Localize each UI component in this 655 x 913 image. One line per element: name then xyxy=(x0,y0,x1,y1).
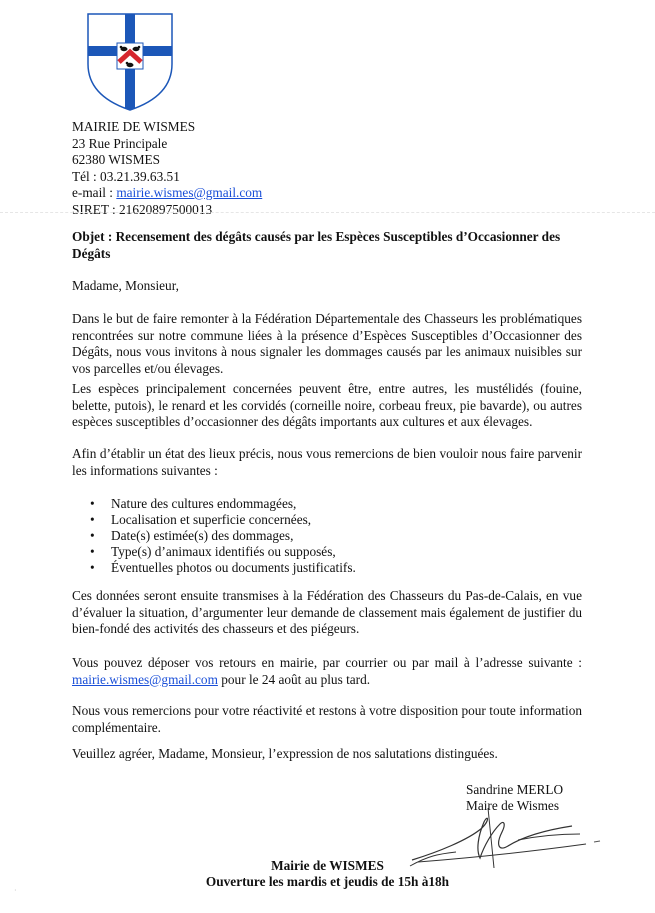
paragraph-transmission: Ces données seront ensuite transmises à la Fédération des Chasseurs du Pas-de-Calais, en vue d’évaluer la situation, d’argumenter leur demande de classement mais également de justifier du bien-fondé des activités des chasseurs et des piégeurs. xyxy=(72,588,582,636)
paragraph-request: Afin d’établir un état des lieux précis, nous vous remercions de bien vouloir nous faire parvenir les informations suivantes : xyxy=(72,446,582,478)
list-item: • Date(s) estimée(s) des dommages, xyxy=(90,528,356,544)
divider xyxy=(0,212,655,213)
return-text: Vous pouvez déposer vos retours en mairie, par courrier ou par mail à l’adresse suivante : xyxy=(72,655,582,670)
siret: SIRET : 21620897500013 xyxy=(72,201,213,217)
address: 23 Rue Principale xyxy=(72,135,168,151)
phone: Tél : 03.21.39.63.51 xyxy=(72,168,180,184)
email-link[interactable]: mairie.wismes@gmail.com xyxy=(116,185,263,200)
mairie-name: MAIRIE DE WISMES xyxy=(72,119,196,134)
letter-subject: Objet : Recensement des dégâts causés par les Espèces Susceptibles d’Occasionner des Dégâts xyxy=(72,229,561,261)
paragraph-thanks: Nous vous remercions pour votre réactivité et restons à votre disposition pour toute information complémentaire. xyxy=(72,703,582,735)
email-label: e-mail : xyxy=(72,185,117,200)
paragraph-species: Les espèces principalement concernées peuvent être, entre autres, les mustélidés (fouine, belette, putois), le renard et les corvidés (corneille noire, corbeau freux, pie bavarde), ou autres espèces susceptibles d’occasionner des dégâts importants aux cultures et aux élevages. xyxy=(72,381,582,429)
list-item: • Type(s) d’animaux identifiés ou supposés, xyxy=(90,544,356,560)
signatory-name: Sandrine MERLO xyxy=(466,782,564,797)
footer-hours: Ouverture les mardis et jeudis de 15h à18h xyxy=(205,874,450,889)
salutation: Madame, Monsieur, xyxy=(72,278,179,293)
letterhead xyxy=(72,119,262,218)
signatory-title: Maire de Wismes xyxy=(466,798,560,813)
scan-speck: · xyxy=(14,886,17,895)
paragraph-return xyxy=(72,655,582,688)
closing-formula: Veuillez agréer, Madame, Monsieur, l’expression de nos salutations distinguées. xyxy=(72,746,498,761)
return-email-link[interactable]: mairie.wismes@gmail.com xyxy=(72,671,218,687)
list-item: • Nature des cultures endommagées, xyxy=(90,496,356,512)
coat-of-arms-logo xyxy=(86,12,174,112)
list-item: • Localisation et superficie concernées, xyxy=(90,512,356,528)
postal-city: 62380 WISMES xyxy=(72,152,161,167)
footer-mairie: Mairie de WISMES xyxy=(271,858,384,873)
email-line xyxy=(72,185,262,202)
list-item: • Éventuelles photos ou documents justificatifs. xyxy=(90,560,356,576)
paragraph-intro: Dans le but de faire remonter à la Fédération Départementale des Chasseurs les problématiques rencontrées sur notre commune liées à la présence d’Espèces Susceptibles d’Occasionner des Dégâts, nous vous invitons à nous signaler les dommages causés par les animaux nuisibles sur vos parcelles et/ou élevages. xyxy=(72,311,582,376)
information-list xyxy=(90,496,356,576)
return-deadline: pour le 24 août au plus tard. xyxy=(217,671,371,687)
